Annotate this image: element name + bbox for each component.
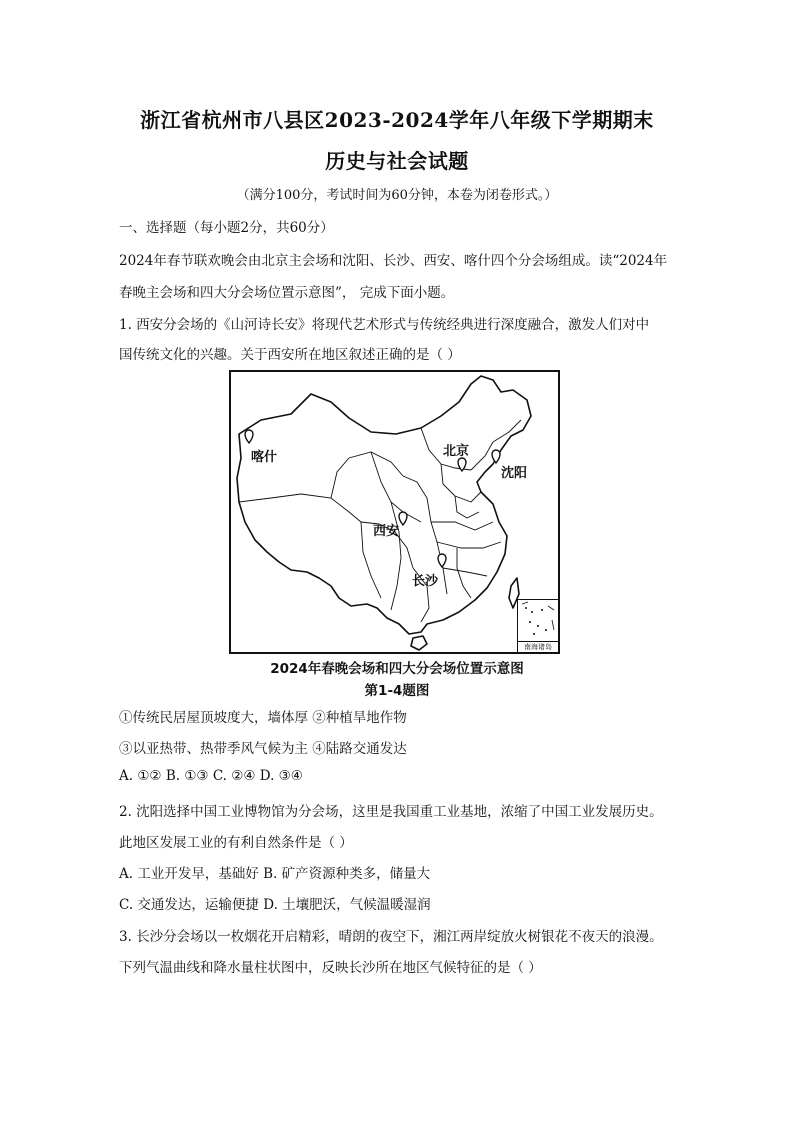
- q2-stem-line-2: 此地区发展工业的有利自然条件是（ ）: [119, 835, 353, 851]
- label-changsha: 长沙: [412, 574, 439, 589]
- q2-stem-line-1: 2. 沈阳选择中国工业博物馆为分会场，这里是我国重工业基地，浓缩了中国工业发展历史。: [119, 804, 663, 820]
- inset-label: 南海诸岛: [518, 641, 558, 652]
- shenyang-pin-icon: [492, 450, 500, 463]
- exam-note: （满分100分，考试时间为60分钟，本卷为闭卷形式。）: [236, 188, 558, 203]
- china-map-figure: [229, 370, 560, 654]
- document-title-line1: 浙江省杭州市八县区2023-2024学年八年级下学期期末: [140, 108, 654, 132]
- q3-stem-line-2: 下列气温曲线和降水量柱状图中，反映长沙所在地区气候特征的是（ ）: [119, 960, 542, 976]
- q1-options-line-2: ③以亚热带、热带季风气候为主 ④陆路交通发达: [119, 741, 407, 757]
- q1-choices: A. ①② B. ①③ C. ②④ D. ③④: [119, 768, 303, 784]
- q3-stem-line-1: 3. 长沙分会场以一枚烟花开启精彩，晴朗的夜空下，湘江两岸绽放火树银花不夜天的浪漫。: [119, 929, 663, 945]
- south-china-sea-inset: [517, 599, 558, 652]
- q1-stem-line-2: 国传统文化的兴趣。关于西安所在地区叙述正确的是（ ）: [119, 347, 461, 363]
- document-title-line2: 历史与社会试题: [325, 149, 469, 173]
- section-heading: 一、选择题（每小题2分，共60分）: [119, 220, 334, 236]
- intro-line-2: 春晚主会场和四大分会场位置示意图”， 完成下面小题。: [119, 285, 455, 301]
- label-xian: 西安: [373, 524, 400, 539]
- changsha-pin-icon: [438, 554, 446, 567]
- intro-line-1: 2024年春节联欢晚会由北京主会场和沈阳、长沙、西安、喀什四个分会场组成。读“2024年: [119, 253, 668, 269]
- inset-islands: [518, 600, 558, 642]
- q1-options-line-1: ①传统民居屋顶坡度大，墙体厚 ②种植旱地作物: [119, 710, 407, 726]
- label-kashgar: 喀什: [251, 450, 278, 465]
- kashgar-pin-icon: [245, 430, 253, 443]
- q2-options-ab: A. 工业开发早，基础好 B. 矿产资源种类多，储量大: [119, 866, 431, 882]
- label-beijing: 北京: [443, 444, 470, 459]
- q2-options-cd: C. 交通发达，运输便捷 D. 土壤肥沃，气候温暖湿润: [119, 897, 431, 913]
- label-shenyang: 沈阳: [501, 466, 528, 481]
- china-map-outline: [231, 372, 560, 654]
- map-caption: 2024年春晚会场和四大分会场位置示意图: [270, 661, 524, 677]
- q1-stem-line-1: 1. 西安分会场的《山河诗长安》将现代艺术形式与传统经典进行深度融合，激发人们对中: [119, 317, 650, 333]
- map-figure-number: 第1-4题图: [364, 683, 430, 699]
- xian-pin-icon: [399, 512, 407, 525]
